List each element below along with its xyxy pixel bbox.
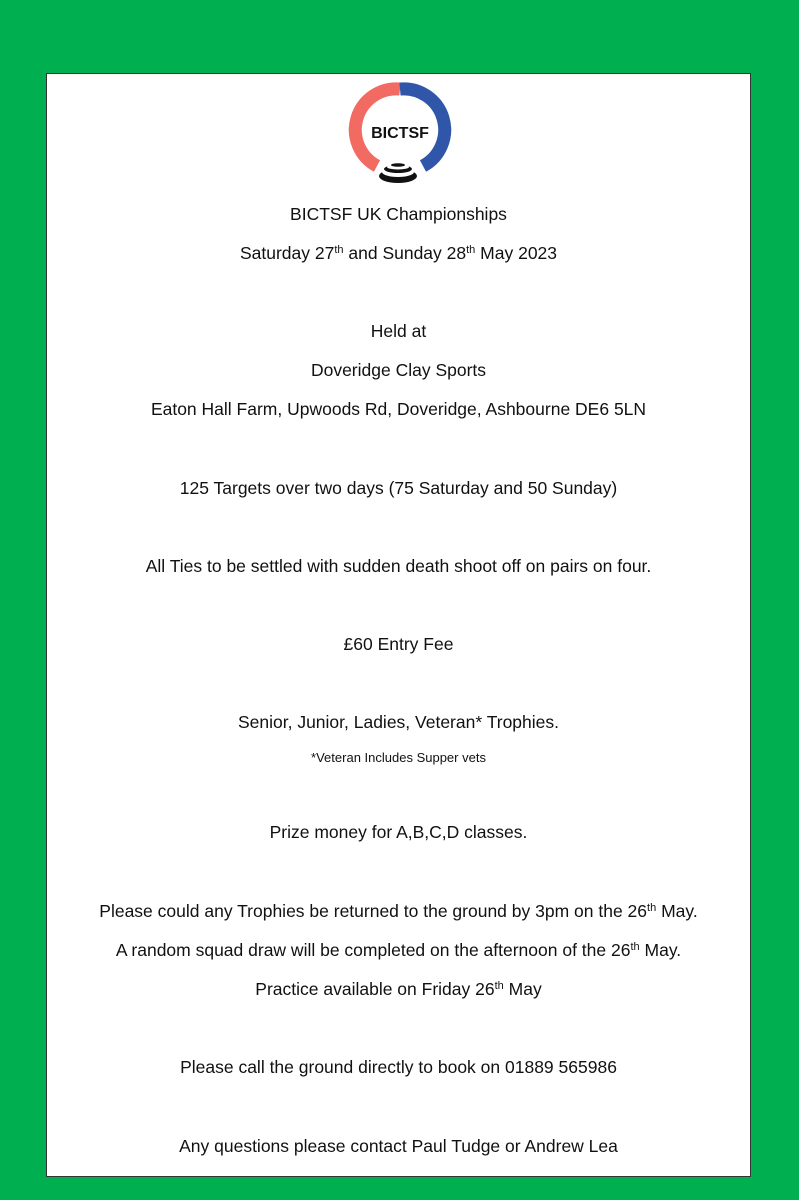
flyer-panel xyxy=(46,73,751,1177)
date-sunday: and Sunday 28 xyxy=(343,243,467,263)
event-dates xyxy=(47,242,750,264)
date-month-year: May 2023 xyxy=(475,243,558,263)
squad-draw-info xyxy=(47,939,750,961)
bictsf-logo xyxy=(345,81,455,191)
venue-address: Eaton Hall Farm, Upwoods Rd, Doveridge, Ashbourne DE6 5LN xyxy=(150,399,647,419)
practice-end: May xyxy=(503,979,542,999)
practice-info xyxy=(47,978,750,1000)
veteran-note: *Veteran Includes Supper vets xyxy=(311,750,486,765)
date-suffix: th xyxy=(647,901,657,914)
booking-info: Please call the ground directly to book on 01889 565986 xyxy=(180,1057,617,1077)
return-trophies-text: Please could any Trophies be returned to the ground by 3pm on the 26 xyxy=(99,901,648,921)
contact-info: Any questions please contact Paul Tudge or Andrew Lea xyxy=(179,1136,618,1156)
event-title: BICTSF UK Championships xyxy=(290,204,507,224)
held-at-label: Held at xyxy=(370,321,427,341)
trophies-info: Senior, Junior, Ladies, Veteran* Trophies. xyxy=(237,712,560,732)
date-suffix: th xyxy=(334,243,344,256)
practice-text: Practice available on Friday 26 xyxy=(255,979,495,999)
date-suffix: th xyxy=(630,940,640,953)
date-saturday: Saturday 27 xyxy=(239,243,335,263)
targets-info: 125 Targets over two days (75 Saturday and 50 Sunday) xyxy=(179,478,618,498)
clay-target-icon xyxy=(379,163,417,183)
entry-fee: £60 Entry Fee xyxy=(343,634,454,654)
date-suffix: th xyxy=(494,979,504,992)
squad-draw-end: May. xyxy=(639,940,682,960)
logo-text: BICTSF xyxy=(371,125,429,142)
venue-name: Doveridge Clay Sports xyxy=(310,360,487,380)
return-trophies-end: May. xyxy=(656,901,698,921)
prize-money: Prize money for A,B,C,D classes. xyxy=(269,822,528,842)
date-suffix: th xyxy=(466,243,476,256)
squad-draw-text: A random squad draw will be completed on the afternoon of the 26 xyxy=(115,940,631,960)
return-trophies-info xyxy=(47,900,750,922)
ties-info: All Ties to be settled with sudden death shoot off on pairs on four. xyxy=(145,556,652,576)
